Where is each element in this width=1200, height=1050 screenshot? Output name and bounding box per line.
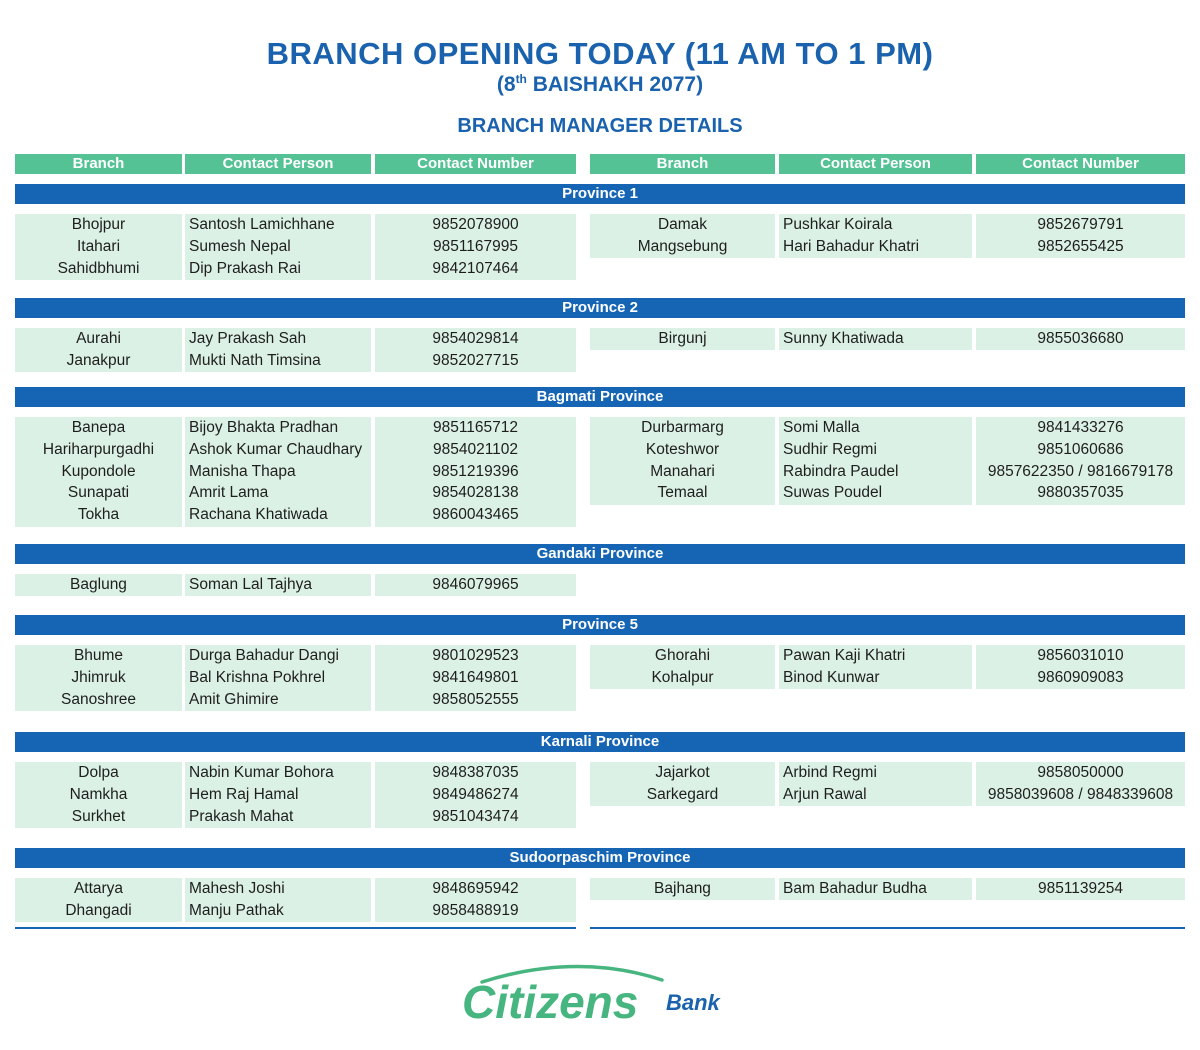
contact-person: Prakash Mahat <box>189 807 294 825</box>
table-row <box>0 258 1200 280</box>
header-contact-number-right: Contact Number <box>976 154 1185 174</box>
province-bar: Karnali Province <box>15 732 1185 752</box>
contact-number: 9858050000 <box>1037 764 1124 781</box>
contact-number: 9852679791 <box>1037 216 1124 233</box>
province-bar: Sudoorpaschim Province <box>15 848 1185 868</box>
contact-number: 9841649801 <box>432 668 519 686</box>
contact-number: 9851060686 <box>1037 440 1124 458</box>
contact-number: 9841433276 <box>1037 419 1124 436</box>
branch-name: Jajarkot <box>655 764 710 781</box>
contact-number: 9852655425 <box>1037 237 1124 255</box>
contact-number: 9855036680 <box>1037 330 1124 347</box>
contact-person: Arbind Regmi <box>783 764 877 781</box>
header-branch-left: Branch <box>15 154 182 174</box>
contact-person: Rachana Khatiwada <box>189 506 328 524</box>
branch-name: Kupondole <box>61 462 136 480</box>
contact-person: Manju Pathak <box>189 901 284 919</box>
page-title: BRANCH OPENING TODAY (11 AM TO 1 PM) <box>266 36 934 71</box>
contact-person: Amrit Lama <box>189 484 269 502</box>
province-bar: Gandaki Province <box>15 544 1185 564</box>
contact-person: Rabindra Paudel <box>783 462 899 480</box>
table-row <box>0 504 1200 526</box>
table-row <box>0 689 1200 711</box>
branch-name: Sahidbhumi <box>57 259 140 277</box>
branch-name: Surkhet <box>71 807 126 825</box>
branch-name: Dhangadi <box>65 901 132 919</box>
contact-number: 9851043474 <box>432 807 519 825</box>
branch-name: Janakpur <box>66 351 131 369</box>
branch-name: Manahari <box>650 462 715 480</box>
bottom-rule-left <box>15 927 576 929</box>
contact-person: Bijoy Bhakta Pradhan <box>189 419 339 436</box>
contact-number: 9851165712 <box>432 419 519 436</box>
table-row <box>0 900 1200 922</box>
citizens-bank-logo <box>462 958 742 1028</box>
contact-person: Pushkar Koirala <box>783 216 893 233</box>
table-row <box>0 806 1200 828</box>
table-row <box>0 645 1200 667</box>
contact-person: Hem Raj Hamal <box>189 785 299 803</box>
contact-number: 9858488919 <box>432 901 519 919</box>
contact-number: 9801029523 <box>432 647 519 664</box>
contact-person: Manisha Thapa <box>189 462 296 480</box>
province-bar: Province 1 <box>15 184 1185 204</box>
subtitle-suffix: BAISHAKH 2077) <box>526 73 704 96</box>
province-bar: Province 2 <box>15 298 1185 318</box>
contact-person: Sunny Khatiwada <box>783 330 904 347</box>
contact-person: Arjun Rawal <box>783 785 867 803</box>
header-contact-number-left: Contact Number <box>375 154 576 174</box>
table-row <box>0 461 1200 483</box>
table-row <box>0 439 1200 461</box>
contact-person: Hari Bahadur Khatri <box>783 237 920 255</box>
contact-person: Sudhir Regmi <box>783 440 877 458</box>
branch-name: Baglung <box>70 576 127 593</box>
province-bar: Province 5 <box>15 615 1185 635</box>
branch-name: Itahari <box>76 237 121 255</box>
header-contact-person-right: Contact Person <box>779 154 972 174</box>
contact-person: Somi Malla <box>783 419 860 436</box>
contact-person: Binod Kunwar <box>783 668 880 686</box>
branch-name: Namkha <box>69 785 128 803</box>
branch-name: Koteshwor <box>645 440 720 458</box>
province-bar: Bagmati Province <box>15 387 1185 407</box>
header-contact-person-left: Contact Person <box>185 154 371 174</box>
branch-name: Kohalpur <box>651 668 714 686</box>
table-row <box>0 574 1200 596</box>
contact-person: Dip Prakash Rai <box>189 259 301 277</box>
contact-number: 9854029814 <box>432 330 519 347</box>
branch-name: Birgunj <box>658 330 707 347</box>
table-row <box>0 482 1200 504</box>
branch-name: Aurahi <box>76 330 121 347</box>
bottom-rule-right <box>590 927 1185 929</box>
table-row <box>0 350 1200 372</box>
table-row <box>0 236 1200 258</box>
branch-name: Tokha <box>77 506 120 524</box>
branch-name: Jhimruk <box>71 668 126 686</box>
contact-number: 9860909083 <box>1037 668 1124 686</box>
table-row <box>0 417 1200 439</box>
contact-person: Mukti Nath Timsina <box>189 351 321 369</box>
table-row <box>0 328 1200 350</box>
branch-name: Bhume <box>73 647 124 664</box>
contact-person: Amit Ghimire <box>189 690 279 708</box>
contact-person: Sumesh Nepal <box>189 237 291 255</box>
branch-name: Hariharpurgadhi <box>42 440 155 458</box>
contact-number: 9857622350 / 9816679178 <box>987 462 1174 480</box>
table-row <box>0 762 1200 784</box>
branch-name: Sarkegard <box>646 785 719 803</box>
contact-number: 9860043465 <box>432 506 519 524</box>
contact-person: Santosh Lamichhane <box>189 216 335 233</box>
branch-name: Banepa <box>71 419 126 436</box>
contact-person: Nabin Kumar Bohora <box>189 764 334 781</box>
branch-name: Bajhang <box>654 880 711 897</box>
branch-name: Mangsebung <box>637 237 728 255</box>
contact-person: Durga Bahadur Dangi <box>189 647 339 664</box>
contact-number: 9856031010 <box>1037 647 1124 664</box>
contact-number: 9849486274 <box>432 785 519 803</box>
branch-name: Sunapati <box>67 484 130 502</box>
contact-person: Bam Bahadur Budha <box>783 880 927 897</box>
contact-number: 9852027715 <box>432 351 519 369</box>
branch-name: Ghorahi <box>654 647 711 664</box>
contact-number: 9854021102 <box>432 440 519 458</box>
logo-suffix: Bank <box>666 990 720 1015</box>
branch-name: Sanoshree <box>61 690 136 708</box>
section-title: BRANCH MANAGER DETAILS <box>457 115 743 137</box>
header-branch-right: Branch <box>590 154 775 174</box>
table-row <box>0 878 1200 900</box>
contact-number: 9846079965 <box>432 576 519 593</box>
contact-person: Soman Lal Tajhya <box>189 576 312 593</box>
branch-name: Temaal <box>657 484 708 502</box>
contact-number: 9880357035 <box>1037 484 1124 502</box>
contact-number: 9854028138 <box>432 484 519 502</box>
branch-name: Attarya <box>73 880 124 897</box>
page-subtitle <box>0 73 1200 97</box>
contact-number: 9842107464 <box>432 259 519 277</box>
contact-person: Mahesh Joshi <box>189 880 285 897</box>
branch-name: Bhojpur <box>71 216 126 233</box>
subtitle-prefix: (8 <box>496 73 516 96</box>
contact-person: Jay Prakash Sah <box>189 330 307 347</box>
contact-number: 9851219396 <box>432 462 519 480</box>
contact-number: 9851167995 <box>432 237 519 255</box>
contact-number: 9858039608 / 9848339608 <box>987 785 1174 803</box>
contact-person: Ashok Kumar Chaudhary <box>189 440 363 458</box>
branch-name: Dolpa <box>78 764 119 781</box>
contact-person: Suwas Poudel <box>783 484 883 502</box>
contact-person: Pawan Kaji Khatri <box>783 647 906 664</box>
contact-number: 9848695942 <box>432 880 519 897</box>
contact-number: 9848387035 <box>432 764 519 781</box>
contact-number: 9858052555 <box>432 690 519 708</box>
logo-wordmark: Citizens <box>462 976 639 1028</box>
contact-number: 9851139254 <box>1037 880 1124 897</box>
table-row <box>0 214 1200 236</box>
subtitle-sup: th <box>515 72 527 86</box>
branch-name: Damak <box>657 216 708 233</box>
table-row <box>0 784 1200 806</box>
contact-number: 9852078900 <box>432 216 519 233</box>
branch-name: Durbarmarg <box>641 419 724 436</box>
table-row <box>0 667 1200 689</box>
contact-person: Bal Krishna Pokhrel <box>189 668 326 686</box>
